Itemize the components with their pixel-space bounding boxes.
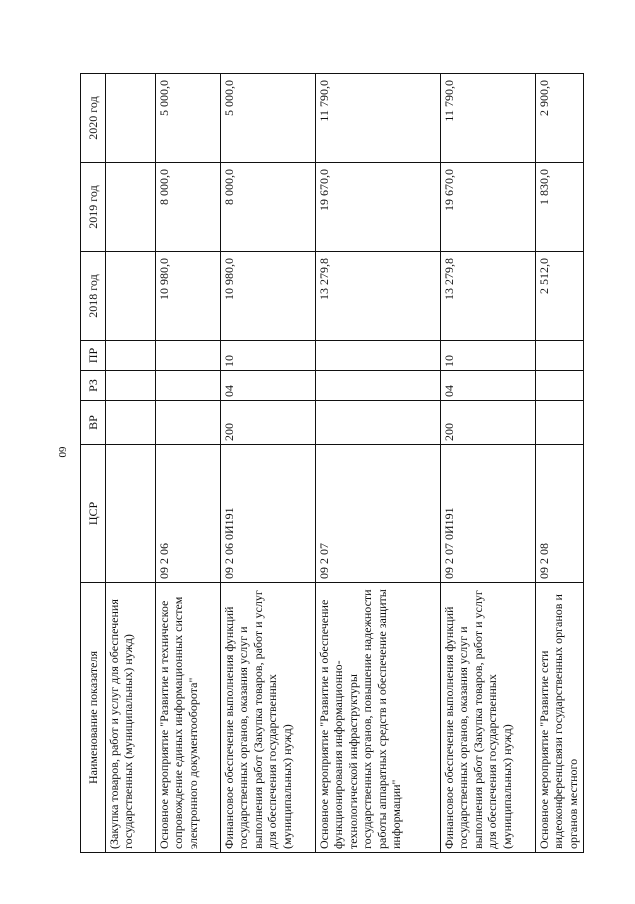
cell-2018: 2 512,0 — [536, 252, 584, 341]
page-number: 60 — [56, 446, 68, 458]
cell-2019: 19 670,0 — [316, 163, 441, 252]
rotated-page-content — [80, 73, 580, 853]
header-rz: РЗ — [81, 371, 106, 401]
cell-2020: 2 900,0 — [536, 74, 584, 163]
cell-pr: 10 — [221, 341, 316, 371]
cell-vr — [106, 401, 156, 445]
table-row — [316, 74, 441, 853]
cell-2020: 5 000,0 — [221, 74, 316, 163]
cell-2019: 8 000,0 — [221, 163, 316, 252]
cell-rz — [316, 371, 441, 401]
cell-csr: 09 2 06 — [156, 445, 221, 583]
cell-name: Основное мероприятие "Развитие и обеспечение функционирования информационно-технологической инфраструктуры государственных органов, повышение надежности работы аппаратных средств и обеспечение защиты информации" — [316, 583, 441, 853]
cell-rz — [156, 371, 221, 401]
cell-name: Основное мероприятие "Развитие и техническое сопровождение единых информационных систем электронного документооборота" — [156, 583, 221, 853]
cell-2018: 13 279,8 — [441, 252, 536, 341]
cell-rz: 04 — [221, 371, 316, 401]
cell-csr: 09 2 06 0И191 — [221, 445, 316, 583]
cell-2020: 11 790,0 — [441, 74, 536, 163]
header-2020: 2020 год — [81, 74, 106, 163]
cell-pr — [106, 341, 156, 371]
table-row — [441, 74, 536, 853]
cell-name: Основное мероприятие "Развитие сети видеоконференцсвязи государственных органов и органов местного — [536, 583, 584, 853]
cell-pr — [316, 341, 441, 371]
cell-csr: 09 2 07 — [316, 445, 441, 583]
cell-vr: 200 — [221, 401, 316, 445]
cell-2018: 13 279,8 — [316, 252, 441, 341]
header-csr: ЦСР — [81, 445, 106, 583]
cell-vr — [536, 401, 584, 445]
cell-vr: 200 — [441, 401, 536, 445]
table-container — [80, 73, 580, 853]
table-row — [536, 74, 584, 853]
cell-csr: 09 2 07 0И191 — [441, 445, 536, 583]
cell-pr — [156, 341, 221, 371]
table-row — [106, 74, 156, 853]
cell-vr — [156, 401, 221, 445]
cell-2019: 1 830,0 — [536, 163, 584, 252]
header-pr: ПР — [81, 341, 106, 371]
cell-2020: 5 000,0 — [156, 74, 221, 163]
table-row — [221, 74, 316, 853]
budget-table — [80, 73, 584, 853]
header-2018: 2018 год — [81, 252, 106, 341]
header-name: Наименование показателя — [81, 583, 106, 853]
cell-rz — [106, 371, 156, 401]
cell-rz — [536, 371, 584, 401]
cell-2018: 10 980,0 — [156, 252, 221, 341]
cell-2019 — [106, 163, 156, 252]
header-2019: 2019 год — [81, 163, 106, 252]
cell-pr: 10 — [441, 341, 536, 371]
cell-name: Финансовое обеспечение выполнения функций государственных органов, оказания услуг и выполнения работ (Закупка товаров, работ и услуг для обеспечения государственных (муниципальных) нужд) — [221, 583, 316, 853]
cell-2019: 19 670,0 — [441, 163, 536, 252]
table-header-row — [81, 74, 106, 853]
cell-2020 — [106, 74, 156, 163]
cell-2020: 11 790,0 — [316, 74, 441, 163]
cell-csr: 09 2 08 — [536, 445, 584, 583]
cell-name: (Закупка товаров, работ и услуг для обеспечения государственных (муниципальных) нужд) — [106, 583, 156, 853]
cell-rz: 04 — [441, 371, 536, 401]
table-row — [156, 74, 221, 853]
cell-2018: 10 980,0 — [221, 252, 316, 341]
cell-csr — [106, 445, 156, 583]
cell-2019: 8 000,0 — [156, 163, 221, 252]
cell-name: Финансовое обеспечение выполнения функций государственных органов, оказания услуг и выполнения работ (Закупка товаров, работ и услуг для обеспечения государственных (муниципальных) нужд) — [441, 583, 536, 853]
header-vr: ВР — [81, 401, 106, 445]
cell-2018 — [106, 252, 156, 341]
cell-pr — [536, 341, 584, 371]
cell-vr — [316, 401, 441, 445]
